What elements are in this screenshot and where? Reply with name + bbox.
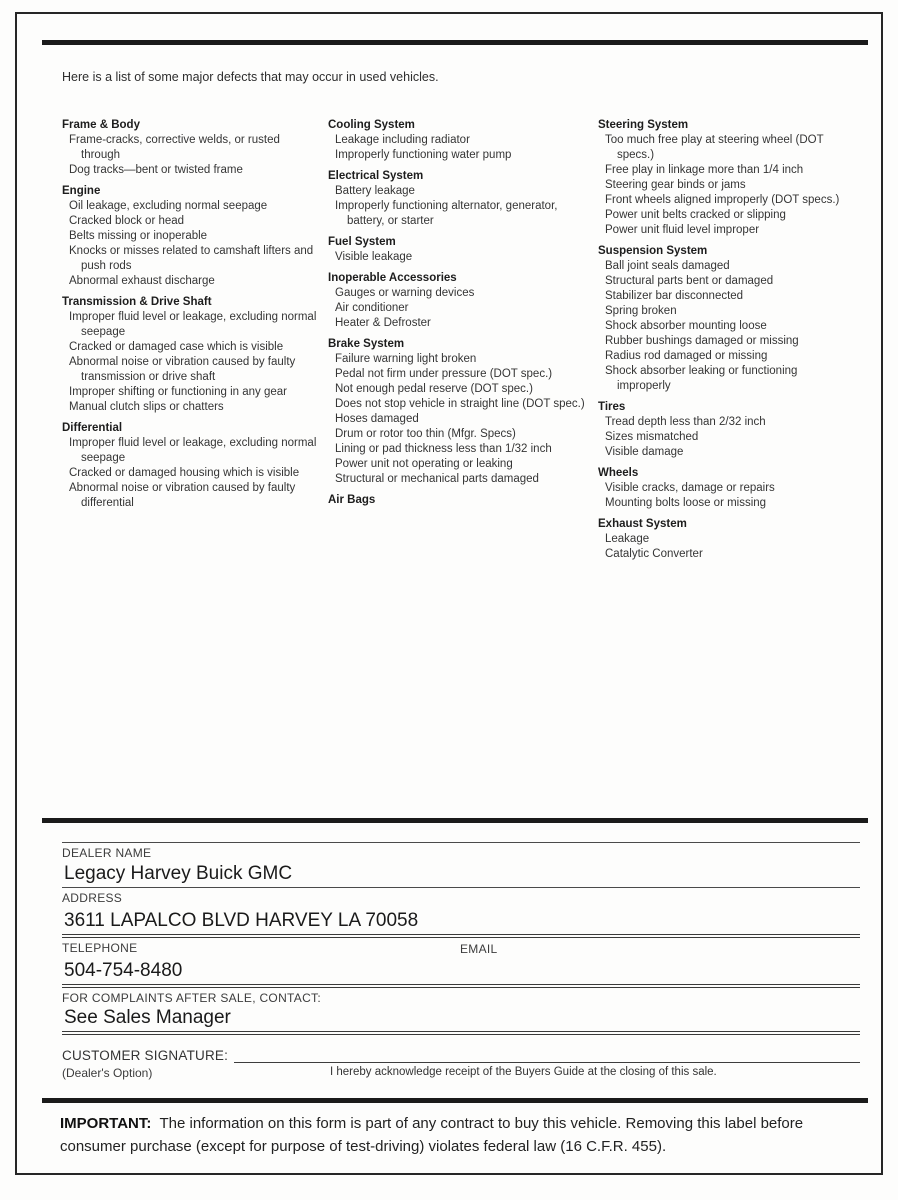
dealer-form: [62, 842, 860, 1035]
defect-section: [598, 466, 850, 511]
defect-section: [328, 493, 588, 508]
defect-section-title: Electrical System: [328, 170, 424, 182]
defect-item: Manual clutch slips or chatters: [69, 401, 224, 413]
defect-section-title: Air Bags: [328, 494, 376, 506]
defect-section-title: Suspension System: [598, 245, 708, 257]
defect-item: Improperly functioning water pump: [335, 149, 512, 161]
defect-item: Heater & Defroster: [335, 317, 431, 329]
form-closing-rule: [62, 1031, 860, 1035]
defect-item: Improper fluid level or leakage, excluding normal seepage: [69, 311, 317, 338]
defect-item: Abnormal noise or vibration caused by faulty transmission or drive shaft: [69, 356, 296, 383]
signature-row: [62, 1048, 860, 1063]
defect-item: Battery leakage: [335, 185, 415, 197]
defect-item: Steering gear binds or jams: [605, 179, 746, 191]
defects-column: [62, 118, 328, 562]
defect-item: Stabilizer bar disconnected: [605, 290, 744, 302]
defect-section: [598, 400, 850, 460]
defect-section-title: Steering System: [598, 119, 689, 131]
defects-column: [328, 118, 598, 562]
defect-section: [62, 184, 318, 289]
defect-item: Free play in linkage more than 1/4 inch: [605, 164, 804, 176]
defect-item: Failure warning light broken: [335, 353, 477, 365]
defect-section: [62, 421, 318, 511]
defect-item: Improperly functioning alternator, generator, battery, or starter: [335, 200, 558, 227]
field-label: FOR COMPLAINTS AFTER SALE, CONTACT:: [62, 991, 321, 1005]
defect-item: Cracked or damaged case which is visible: [69, 341, 284, 353]
defect-section: [598, 244, 850, 394]
defect-section: [598, 118, 850, 238]
defect-item: Not enough pedal reserve (DOT spec.): [335, 383, 533, 395]
defect-section: [328, 235, 588, 265]
defect-section-title: Exhaust System: [598, 518, 687, 530]
important-divider-rule: [42, 1098, 868, 1103]
defect-item: Abnormal noise or vibration caused by faulty differential: [69, 482, 296, 509]
defect-section-title: Engine: [62, 185, 101, 197]
form-field-row: [62, 842, 860, 887]
defect-section: [328, 271, 588, 331]
field-label: DEALER NAME: [62, 846, 152, 860]
defect-section-title: Frame & Body: [62, 119, 140, 131]
defect-section-title: Wheels: [598, 467, 639, 479]
form-divider-rule: [42, 818, 868, 823]
defect-section: [328, 169, 588, 229]
defect-item: Cracked block or head: [69, 215, 185, 227]
defects-column: [598, 118, 860, 562]
signature-subrow: [62, 1066, 860, 1080]
defect-item: Shock absorber leaking or functioning improperly: [605, 365, 798, 392]
defect-item: Knocks or misses related to camshaft lifters and push rods: [69, 245, 314, 272]
defect-item: Leakage: [605, 533, 650, 545]
defect-item: Power unit fluid level improper: [605, 224, 760, 236]
defect-item: Cracked or damaged housing which is visible: [69, 467, 300, 479]
important-text: The information on this form is part of any contract to buy this vehicle. Removing this label before consumer purchase (except for purpose of test-driving) violates federal law (16 C.F.R. 455).: [60, 1115, 804, 1155]
defect-item: Does not stop vehicle in straight line (DOT spec.): [335, 398, 585, 410]
defect-item: Shock absorber mounting loose: [605, 320, 767, 332]
defect-item: Oil leakage, excluding normal seepage: [69, 200, 268, 212]
defect-section: [62, 118, 318, 178]
intro-text: Here is a list of some major defects that may occur in used vehicles.: [62, 70, 439, 84]
defect-item: Power unit not operating or leaking: [335, 458, 513, 470]
field-label: ADDRESS: [62, 891, 123, 905]
form-field-row: [62, 934, 860, 984]
defect-item: Power unit belts cracked or slipping: [605, 209, 786, 221]
defect-item: Structural parts bent or damaged: [605, 275, 774, 287]
defect-item: Front wheels aligned improperly (DOT specs.): [605, 194, 840, 206]
defect-section-title: Tires: [598, 401, 626, 413]
defect-section: [328, 118, 588, 163]
defect-item: Air conditioner: [335, 302, 409, 314]
dealers-option-label: (Dealer's Option): [62, 1066, 153, 1080]
defect-item: Gauges or warning devices: [335, 287, 475, 299]
signature-block: [62, 1048, 860, 1080]
defect-item: Visible damage: [605, 446, 684, 458]
defect-item: Abnormal exhaust discharge: [69, 275, 215, 287]
form-field-row: [62, 887, 860, 934]
customer-signature-label: CUSTOMER SIGNATURE:: [62, 1048, 229, 1063]
signature-line: [234, 1049, 860, 1063]
defect-item: Pedal not firm under pressure (DOT spec.): [335, 368, 553, 380]
field-label: TELEPHONE: [62, 941, 138, 955]
defect-item: Dog tracks—bent or twisted frame: [69, 164, 243, 176]
defect-section-title: Brake System: [328, 338, 405, 350]
field-value: Legacy Harvey Buick GMC: [64, 863, 293, 884]
defects-columns: [62, 118, 862, 562]
defect-section-title: Transmission & Drive Shaft: [62, 296, 212, 308]
defect-section-title: Differential: [62, 422, 123, 434]
defect-item: Tread depth less than 2/32 inch: [605, 416, 766, 428]
defect-section-title: Cooling System: [328, 119, 415, 131]
defect-item: Spring broken: [605, 305, 677, 317]
top-divider-rule: [42, 40, 868, 45]
defect-item: Rubber bushings damaged or missing: [605, 335, 799, 347]
defect-item: Improper fluid level or leakage, excluding normal seepage: [69, 437, 317, 464]
defect-item: Hoses damaged: [335, 413, 419, 425]
defect-item: Catalytic Converter: [605, 548, 703, 560]
important-label: IMPORTANT:: [60, 1115, 152, 1132]
defect-item: Drum or rotor too thin (Mfgr. Specs): [335, 428, 516, 440]
defect-item: Too much free play at steering wheel (DOT specs.): [605, 134, 824, 161]
defect-item: Ball joint seals damaged: [605, 260, 730, 272]
defect-item: Sizes mismatched: [605, 431, 699, 443]
defect-section-title: Inoperable Accessories: [328, 272, 457, 284]
defect-item: Belts missing or inoperable: [69, 230, 208, 242]
defect-section: [62, 295, 318, 415]
defect-item: Visible leakage: [335, 251, 413, 263]
defect-section-title: Fuel System: [328, 236, 396, 248]
defect-item: Radius rod damaged or missing: [605, 350, 768, 362]
defect-section: [328, 337, 588, 487]
important-notice: [60, 1112, 866, 1158]
defect-item: Leakage including radiator: [335, 134, 470, 146]
defect-item: Structural or mechanical parts damaged: [335, 473, 539, 485]
defect-section: [598, 517, 850, 562]
defect-item: Lining or pad thickness less than 1/32 inch: [335, 443, 552, 455]
field-label-secondary: EMAIL: [460, 942, 498, 956]
form-field-row: [62, 984, 860, 1031]
field-value: See Sales Manager: [64, 1007, 231, 1028]
acknowledgment-text: I hereby acknowledge receipt of the Buyers Guide at the closing of this sale.: [330, 1066, 717, 1078]
defect-item: Visible cracks, damage or repairs: [605, 482, 775, 494]
defect-item: Mounting bolts loose or missing: [605, 497, 767, 509]
defect-item: Frame-cracks, corrective welds, or rusted through: [69, 134, 280, 161]
defect-item: Improper shifting or functioning in any gear: [69, 386, 287, 398]
field-value: 3611 LAPALCO BLVD HARVEY LA 70058: [64, 910, 419, 931]
field-value: 504-754-8480: [64, 960, 183, 981]
